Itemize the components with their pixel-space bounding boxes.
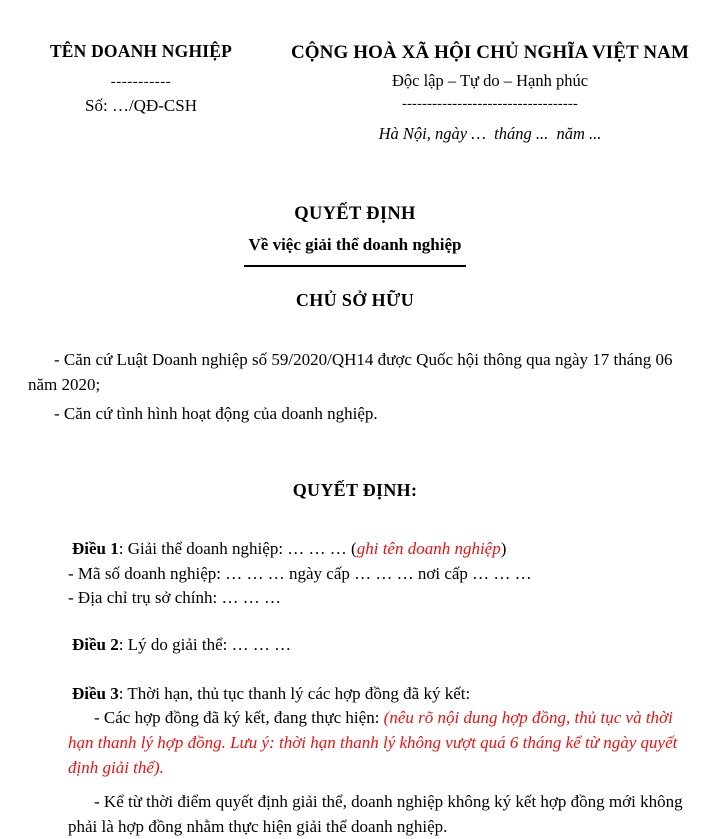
organization-name: TÊN DOANH NGHIỆP [49, 41, 233, 61]
header-right-column [282, 41, 710, 145]
article-3-label: Điều 3 [72, 683, 119, 703]
article-1-label: Điều 1 [72, 539, 119, 559]
decision-subtitle: Về việc giải thể doanh nghiệp [248, 234, 462, 254]
article-2-label: Điều 2 [72, 634, 119, 654]
article-3-text: : Thời hạn, thủ tục thanh lý các hợp đồng đã ký kết: [118, 683, 471, 703]
title-block [0, 202, 710, 313]
article-3-bullet-1-red-note: (nêu rõ nội dung hợp đồng, thủ tục và thời hạn thanh lý hợp đồng. Lưu ý: thời hạn thanh lý không vượt quá 6 tháng kể từ ngày quyết định giải thể). [68, 708, 678, 777]
article-2-text: : Lý do giải thể: … … … [118, 634, 292, 654]
legal-basis-2: - Căn cứ tình hình hoạt động của doanh nghiệp. [54, 404, 378, 424]
document-number: Số: …/QĐ-CSH [85, 96, 197, 116]
article-1-sub-2: - Địa chỉ trụ sở chính: … … … [68, 588, 281, 608]
article-1 [28, 537, 698, 562]
article-1-red-note: ghi tên doanh nghiệp [356, 539, 501, 559]
header-left-column [0, 41, 282, 117]
article-3-bullet-1 [28, 706, 698, 780]
place-and-date: Hà Nội, ngày … tháng ... năm ... [378, 124, 602, 144]
national-title: CỘNG HOÀ XÃ HỘI CHỦ NGHĨA VIỆT NAM [290, 42, 690, 63]
legal-basis-1: - Căn cứ Luật Doanh nghiệp số 59/2020/QH14 được Quốc hội thông qua ngày 17 tháng 06 năm 2020; [28, 350, 673, 394]
title-horizontal-rule [244, 265, 466, 267]
title-rule-wrapper [0, 265, 710, 267]
article-1-sub-1: - Mã số doanh nghiệp: … … … ngày cấp … … … nơi cấp … … … [68, 563, 532, 583]
article-1-text: : Giải thể doanh nghiệp: … … … ( [118, 539, 357, 559]
decision-title: QUYẾT ĐỊNH [294, 203, 416, 224]
decision-heading: QUYẾT ĐỊNH: [292, 480, 418, 501]
article-1-text-end: ) [500, 539, 507, 559]
document-header [0, 0, 710, 145]
article-3 [28, 682, 698, 707]
articles-block [0, 537, 710, 839]
issuing-authority: CHỦ SỞ HỮU [295, 289, 415, 310]
national-motto: Độc lập – Tự do – Hạnh phúc [391, 70, 589, 90]
header-long-divider: ----------------------------------- [401, 96, 578, 113]
header-short-divider: ----------- [110, 73, 172, 90]
article-2 [28, 633, 698, 658]
article-3-bullet-1-black: - Các hợp đồng đã ký kết, đang thực hiện: [94, 708, 384, 728]
preamble-block [0, 348, 710, 427]
article-3-bullet-2: - Kể từ thời điểm quyết định giải thể, doanh nghiệp không ký kết hợp đồng mới không phải là hợp đồng nhằm thực hiện giải thể doanh nghiệp. [68, 792, 683, 836]
